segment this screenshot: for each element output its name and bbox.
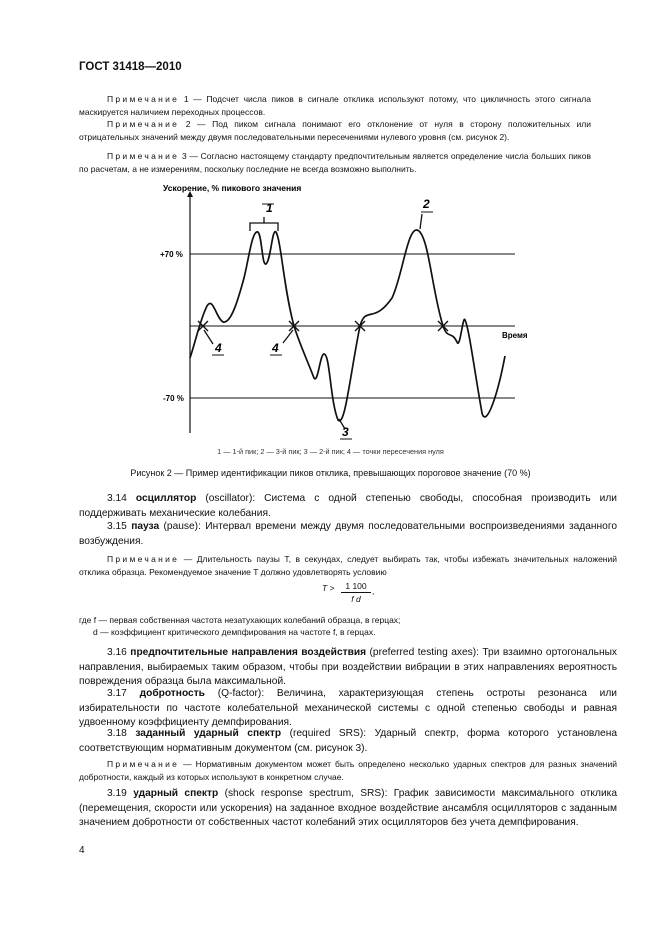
- term-3-14: [79, 492, 617, 521]
- peak-identification-figure: [0, 0, 661, 460]
- note-text: 1 — Подсчет числа пиков в сигнале отклика используют потому, что цикличность этого сигнала маскируется наличием переходных процессов.: [79, 94, 591, 117]
- term-definition: (preferred testing axes): Три взаимно ортогональных направления, выбираемых таким образом, чтобы при воздействии вибрации в этих направлениях вероятность повреждения образца была максимальной.: [79, 647, 617, 687]
- term-definition: (shock response spectrum, SRS): График зависимости максимального отклика (перемещения, скорости или ускорения) на заданное входное воздействие ансамбля осцилляторов с заданным значением добротности от собственных частот колебаний этих осцилляторов без учета демпфирования.: [79, 788, 617, 828]
- note-text: — Длительность паузы T, в секундах, следует выбирать так, чтобы избежать значительных наложений отклика образца. Рекомендуемое значение T должно удовлетворять условию: [79, 554, 617, 577]
- note-text: 3 — Согласно настоящему стандарту предпочтительным является определение числа больших пиков по расчетам, а не измерениям, поскольку последние не всегда возможно выполнить.: [79, 151, 591, 174]
- term-name: ударный спектр: [133, 788, 219, 799]
- term-name: добротность: [139, 688, 205, 699]
- fraction-bar: [341, 592, 371, 593]
- callout-4a-label: 4: [215, 341, 222, 355]
- formula-tail: ,: [372, 586, 375, 596]
- response-curve: [190, 230, 505, 421]
- callout-4b-leader: [283, 330, 293, 343]
- note-label: Примечание: [107, 759, 180, 769]
- term-3-18: [79, 727, 617, 756]
- callout-4a-leader: [204, 330, 213, 344]
- formula-denominator: f d: [351, 594, 361, 604]
- formula-lhs: T >: [322, 583, 335, 593]
- note-text: — Нормативным документом может быть определено несколько ударных спектров для разных значений добротности, каждый из которых используют в конкретном случае.: [79, 759, 617, 782]
- term-name: заданный ударный спектр: [135, 728, 282, 739]
- note-3-15: [79, 553, 617, 578]
- callout-2-leader: [420, 214, 422, 229]
- callout-3-label: 3: [342, 425, 349, 439]
- note-3-18: [79, 758, 617, 783]
- callout-1-label: 1: [266, 201, 273, 215]
- where-line-2: d — коэффициент критического демпфирования на частоте f, в герцах.: [93, 627, 376, 637]
- term-definition: (pause): Интервал времени между двумя последовательными воспроизведениями заданного возбуждения.: [79, 521, 617, 547]
- note-label: Примечание: [107, 554, 180, 564]
- figure-legend: 1 — 1-й пик; 2 — 3-й пик; 3 — 2-й пик; 4 — точки пересечения нуля: [217, 447, 444, 456]
- term-definition: (Q-factor): Величина, характеризующая степень остроты резонанса или избирательности по частоте колебательной механической системы с одной степенью свободы и равная удвоенному коэффициенту демпфирования.: [79, 688, 617, 728]
- term-3-19: [79, 787, 617, 831]
- note-label: Примечание: [107, 119, 180, 129]
- term-name: осциллятор: [135, 493, 197, 504]
- term-3-16: [79, 646, 617, 690]
- figure-caption: Рисунок 2 — Пример идентификации пиков отклика, превышающих пороговое значение (70 %): [130, 468, 531, 478]
- callout-2-label: 2: [423, 197, 430, 211]
- term-name: предпочтительные направления воздействия: [130, 647, 367, 658]
- term-3-17: [79, 687, 617, 731]
- term-number: 3.14: [107, 493, 127, 504]
- term-number: 3.16: [107, 647, 127, 658]
- term-number: 3.19: [107, 788, 127, 799]
- where-line-1: где f — первая собственная частота незатухающих колебаний образца, в герцах;: [79, 615, 401, 625]
- y-axis-label: Ускорение, % пикового значения: [163, 183, 302, 193]
- term-3-15: [79, 520, 617, 549]
- callout-1-bracket: [250, 217, 278, 231]
- term-definition: (required SRS): Ударный спектр, форма которого установлена соответствующим нормативным документом (см. рисунок 3).: [79, 728, 617, 754]
- pause-formula: [322, 583, 335, 593]
- term-number: 3.17: [107, 688, 127, 699]
- callout-4b-label: 4: [272, 341, 279, 355]
- standard-header: ГОСТ 31418—2010: [79, 61, 182, 73]
- term-definition: (oscillator): Система с одной степенью свободы, способная производить или поддерживать механические колебания.: [79, 493, 617, 519]
- x-axis-label: Время: [502, 331, 528, 340]
- term-number: 3.15: [107, 521, 127, 532]
- term-name: пауза: [131, 521, 160, 532]
- note-label: Примечание: [107, 94, 180, 104]
- formula-numerator: 1 100: [345, 581, 367, 591]
- note-text: 2 — Под пиком сигнала понимают его отклонение от нуля в сторону положительных или отрицательных значений между двумя последовательными пересечениями нулевого уровня (см. рисунок 2).: [79, 119, 591, 142]
- term-number: 3.18: [107, 728, 127, 739]
- level-minus-70-label: -70 %: [163, 394, 184, 403]
- note-label: Примечание: [107, 151, 180, 161]
- level-plus-70-label: +70 %: [160, 250, 183, 259]
- page-number: 4: [79, 845, 85, 856]
